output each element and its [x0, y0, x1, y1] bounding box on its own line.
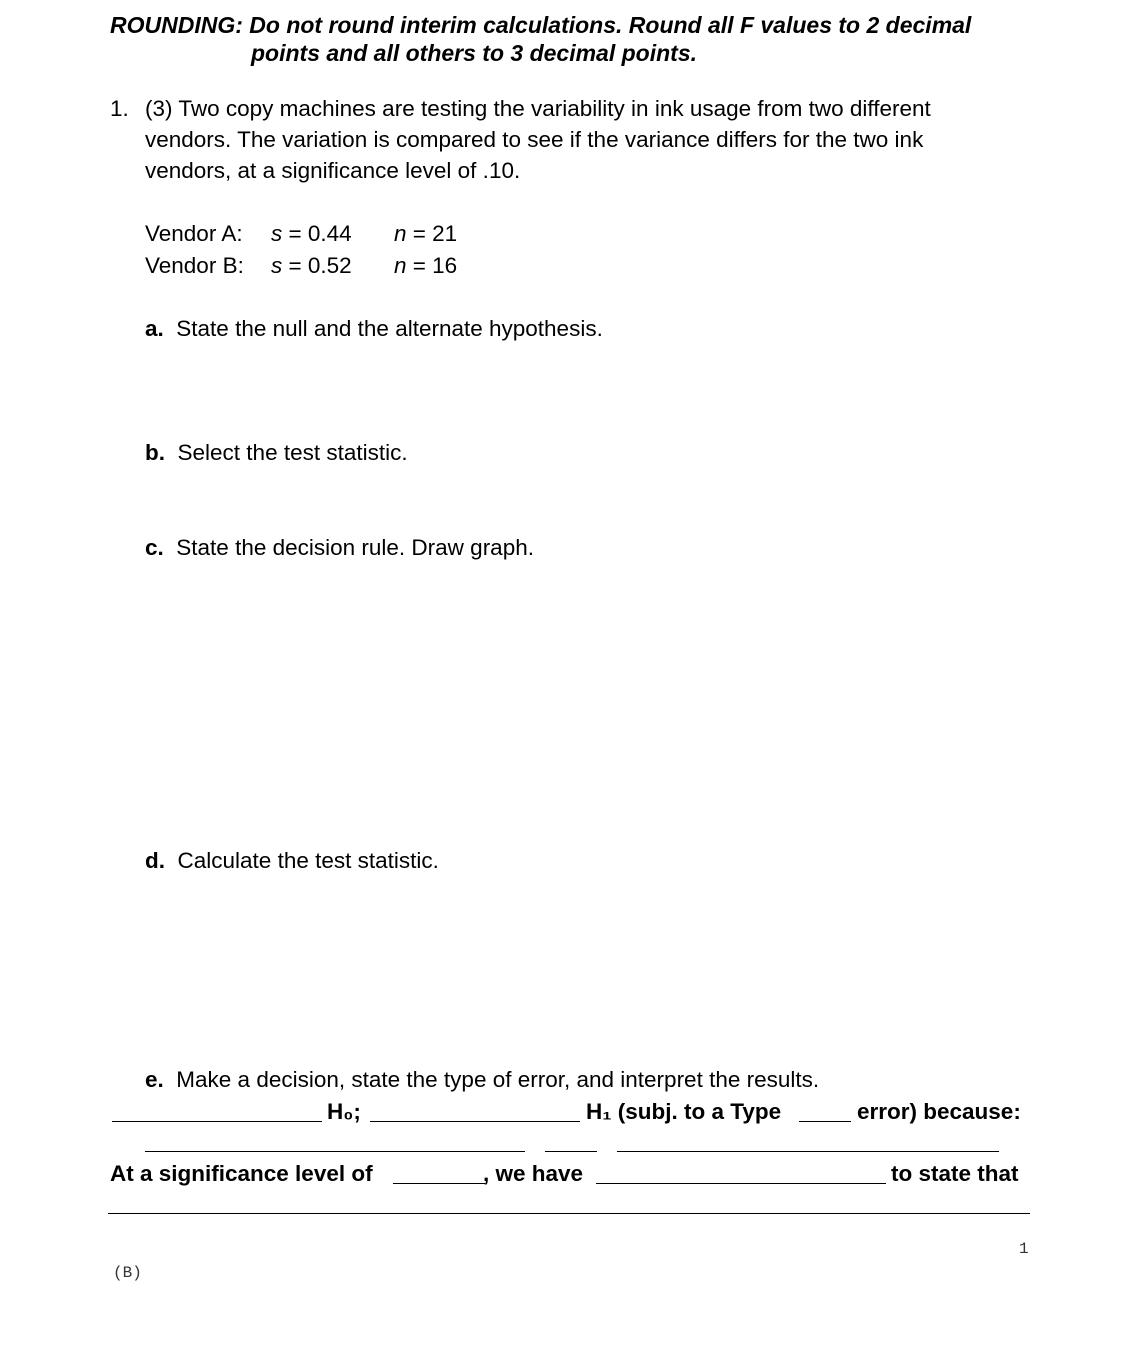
part-d: d. Calculate the test statistic.: [145, 848, 439, 873]
h1-label: H₁ (subj. to a Type: [586, 1099, 782, 1124]
reason-blank-3[interactable]: [617, 1151, 999, 1152]
part-c: c. State the decision rule. Draw graph.: [145, 535, 534, 560]
vendor-a-s: s = 0.44: [271, 221, 352, 246]
state-that-label: to state that: [891, 1161, 1019, 1186]
we-have-label: , we have: [483, 1161, 584, 1186]
part-e: e. Make a decision, state the type of error, and interpret the results.: [145, 1067, 820, 1092]
version-label: (B): [113, 1264, 142, 1282]
h1-decision-blank[interactable]: [370, 1121, 580, 1122]
error-type-blank[interactable]: [799, 1121, 851, 1122]
reason-blank-2[interactable]: [545, 1151, 597, 1152]
evidence-blank[interactable]: [596, 1183, 886, 1184]
sig-level-label: At a significance level of: [110, 1161, 373, 1186]
error-because-label: error) because:: [857, 1099, 1021, 1124]
question-text-line-3: vendors, at a significance level of .10.: [145, 158, 521, 183]
conclusion-blank[interactable]: [108, 1213, 1030, 1214]
vendor-a-label: Vendor A:: [145, 221, 243, 246]
question-number: 1.: [110, 96, 129, 121]
vendor-b-label: Vendor B:: [145, 253, 244, 278]
part-a: a. State the null and the alternate hypothesis.: [145, 316, 603, 341]
rounding-line-2: points and all others to 3 decimal points.: [251, 40, 698, 66]
vendor-a-n: n = 21: [394, 221, 458, 246]
vendor-b-s: s = 0.52: [271, 253, 352, 278]
page-number: 1: [1019, 1240, 1029, 1258]
h0-label: H₀;: [327, 1099, 361, 1124]
reason-blank-1[interactable]: [145, 1151, 525, 1152]
part-b: b. Select the test statistic.: [145, 440, 408, 465]
question-text-line-1: (3) Two copy machines are testing the variability in ink usage from two different: [145, 96, 931, 121]
rounding-line-1: ROUNDING: Do not round interim calculations. Round all F values to 2 decimal: [110, 12, 972, 38]
vendor-b-n: n = 16: [394, 253, 458, 278]
question-text-line-2: vendors. The variation is compared to see if the variance differs for the two ink: [145, 127, 924, 152]
sig-level-blank[interactable]: [393, 1183, 485, 1184]
decision-blank[interactable]: [112, 1121, 322, 1122]
